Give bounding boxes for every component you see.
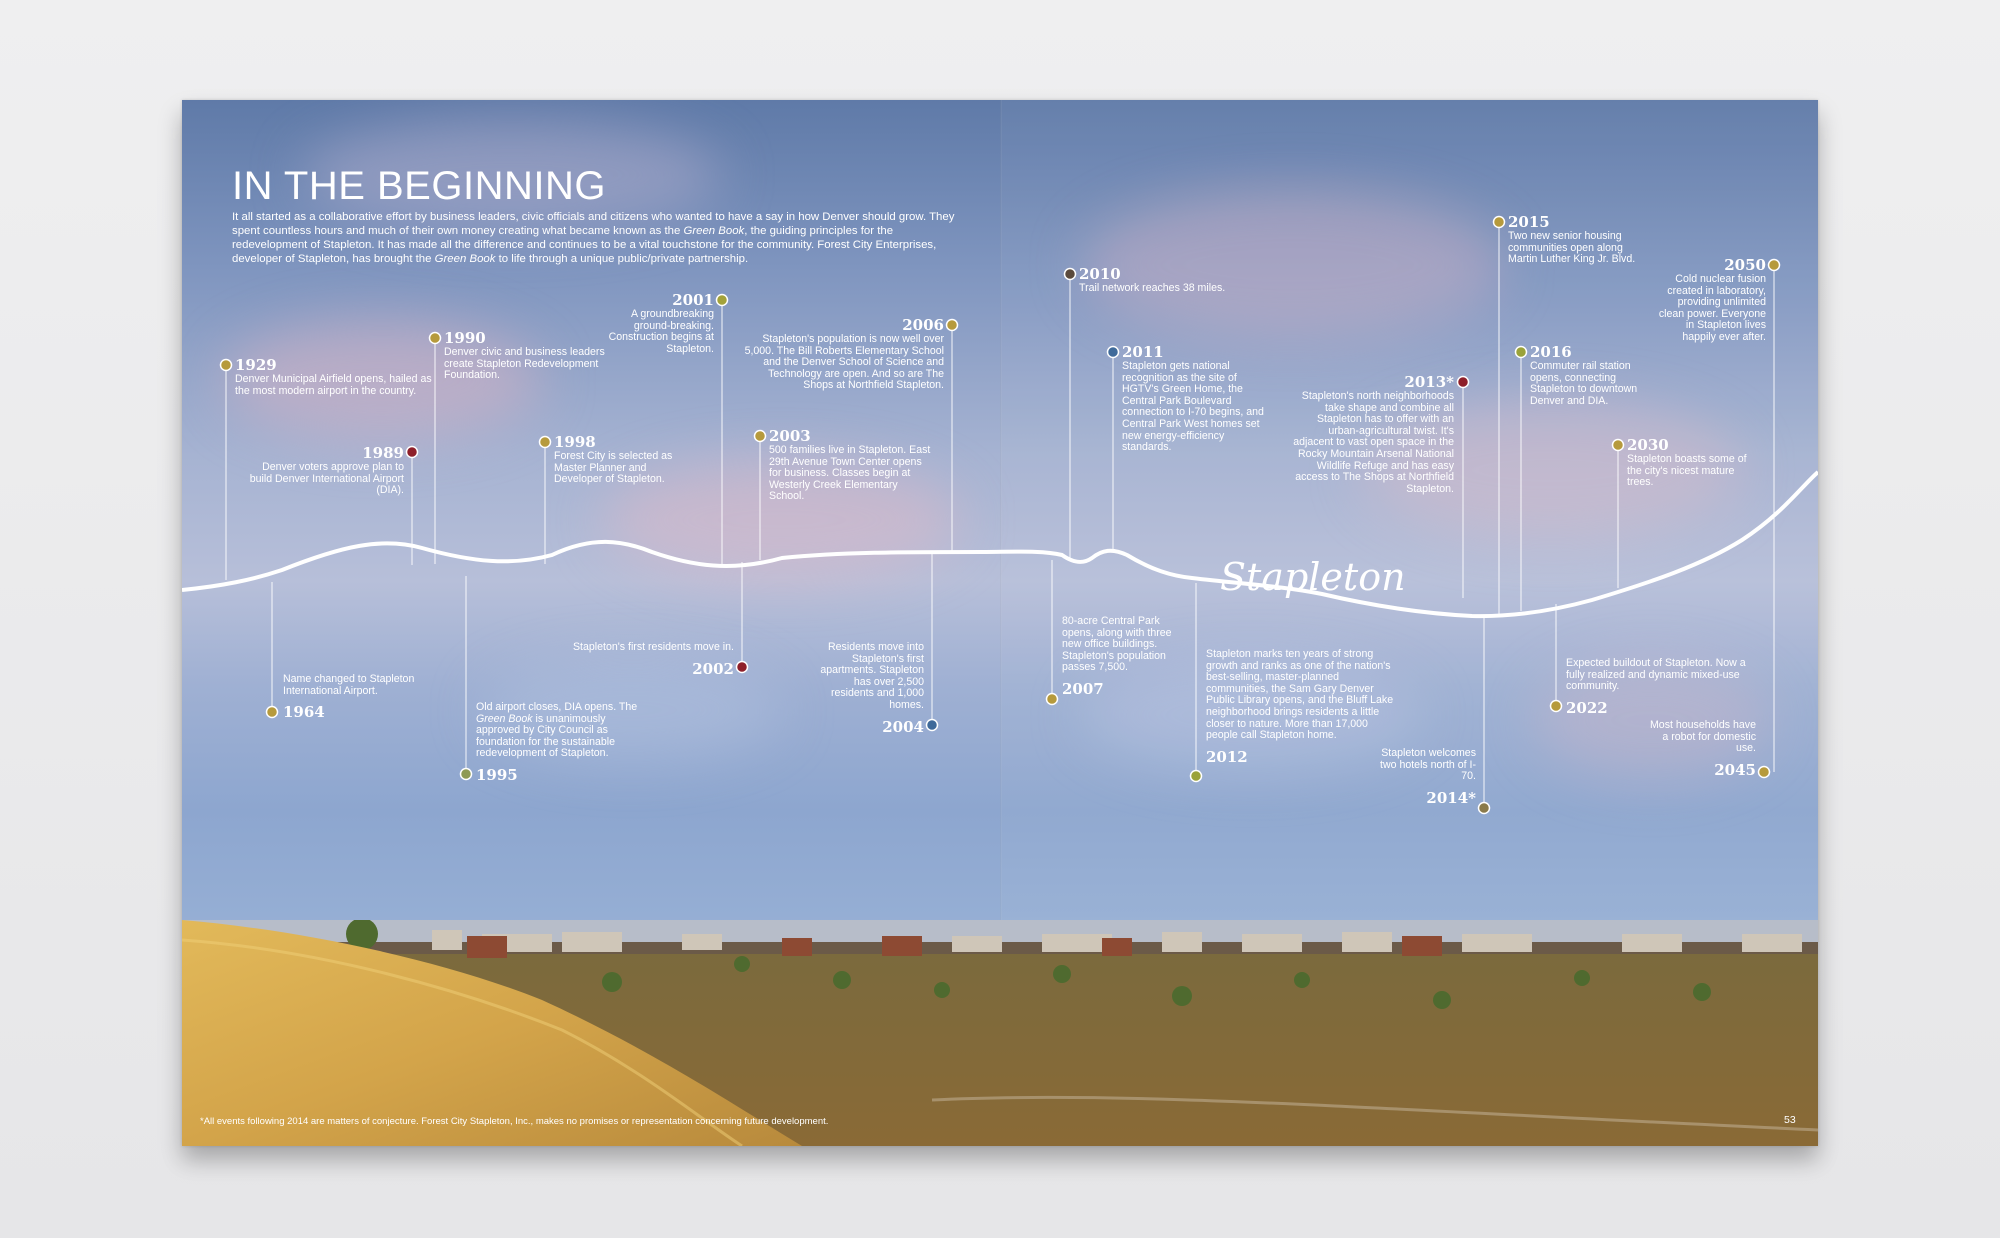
event-text: Stapleton gets national recognition as the site of HGTV's Green Home, the Central Park Boulevard connection to I-70 begins, and Central Park West homes set new energy-efficiency standards. xyxy=(1122,360,1264,454)
event-year: 2045 xyxy=(1714,760,1756,779)
event-text: Cold nuclear fusion created in laboratory, providing unlimited clean power. Everyone in Stapleton lives happily ever after. xyxy=(1658,273,1766,343)
event-year: 2002 xyxy=(692,659,734,678)
event-year: 1990 xyxy=(444,329,486,347)
event-2030 xyxy=(1627,436,1747,489)
event-1990 xyxy=(444,329,614,382)
event-text: Two new senior housing communities open along Martin Luther King Jr. Blvd. xyxy=(1508,230,1636,266)
event-1998 xyxy=(554,433,694,486)
event-2050 xyxy=(1650,256,1766,344)
event-year: 2022 xyxy=(1566,698,1608,717)
marker-2013 xyxy=(1458,377,1469,388)
event-text: Stapleton welcomes two hotels north of I-70. xyxy=(1380,747,1476,783)
event-2011 xyxy=(1122,343,1272,454)
event-text: Denver voters approve plan to build Denver International Airport (DIA). xyxy=(249,461,404,497)
event-1964 xyxy=(283,674,443,721)
event-text xyxy=(476,702,651,760)
footnote: *All events following 2014 are matters of conjecture. Forest City Stapleton, Inc., makes no promises or representation concerning future development. xyxy=(200,1116,829,1127)
event-year: 2006 xyxy=(902,316,944,334)
event-2045 xyxy=(1644,720,1756,779)
marker-1929 xyxy=(221,360,232,371)
event-1995 xyxy=(476,702,651,784)
event-year: 1929 xyxy=(235,356,277,374)
event-text-part: Old airport closes, DIA opens. The xyxy=(476,701,638,713)
event-2013 xyxy=(1286,373,1454,495)
event-2007 xyxy=(1062,616,1182,698)
event-text: 500 families live in Stapleton. East 29th Avenue Town Center opens for business. Classes begin at Westerly Creek Elementary School. xyxy=(769,444,931,503)
marker-2011 xyxy=(1108,347,1119,358)
event-2022 xyxy=(1566,658,1756,717)
marker-2030 xyxy=(1613,440,1624,451)
event-year: 1995 xyxy=(476,765,518,784)
marker-2002 xyxy=(737,662,748,673)
event-text: Most households have a robot for domestic use. xyxy=(1649,719,1756,755)
intro-text: , the guiding principles for the redevelopment of Stapleton. It has made all the difference and continues to be a vital touchstone for the community. Forest City Enterprises, developer of Stapleton, has brought the xyxy=(232,225,937,265)
event-text: 80-acre Central Park opens, along with three new office buildings. Stapleton's population passes 7,500. xyxy=(1062,615,1172,674)
event-text: Stapleton boasts some of the city's nicest mature trees. xyxy=(1627,453,1747,489)
event-year: 2014* xyxy=(1426,788,1476,807)
event-year: 1964 xyxy=(283,703,325,722)
event-2001 xyxy=(600,291,714,355)
intro-emphasis: Green Book xyxy=(683,225,745,237)
event-2004 xyxy=(812,642,924,736)
event-year: 2050 xyxy=(1724,256,1766,274)
event-year: 2016 xyxy=(1530,343,1572,361)
marker-2012 xyxy=(1191,771,1202,782)
marker-1995 xyxy=(461,769,472,780)
event-text: Forest City is selected as Master Planner and Developer of Stapleton. xyxy=(554,450,673,486)
marker-2004 xyxy=(927,720,938,731)
event-text: Stapleton's first residents move in. xyxy=(572,641,734,653)
event-1929 xyxy=(235,356,435,397)
event-text: Expected buildout of Stapleton. Now a fully realized and dynamic mixed-use community. xyxy=(1566,657,1746,693)
intro-text: It all started as a collaborative effort by business leaders, civic officials and citizens who wanted to have a say in how Denver should grow. They spent countless hours and much of their own money creating what became known as the xyxy=(232,211,955,237)
marker-2022 xyxy=(1551,701,1562,712)
marker-2045 xyxy=(1759,767,1770,778)
marker-2010 xyxy=(1065,269,1076,280)
event-2002 xyxy=(540,642,734,678)
marker-1989 xyxy=(407,447,418,458)
intro-paragraph xyxy=(232,210,962,266)
event-text: Denver Municipal Airfield opens, hailed as the most modern airport in the country. xyxy=(235,373,432,397)
event-year: 2013* xyxy=(1404,373,1454,391)
marker-1964 xyxy=(267,707,278,718)
event-text: Stapleton marks ten years of strong growth and ranks as one of the nation's best-selling, master-planned communities, the Sam Gary Denver Public Library opens, and the Bluff Lake neighborhood brings residents a little closer to nature. More than 17,000 people call Stapleton home. xyxy=(1206,648,1394,742)
event-year: 2003 xyxy=(769,427,811,445)
event-year: 2030 xyxy=(1627,436,1669,454)
event-year: 2012 xyxy=(1206,747,1248,766)
event-2014 xyxy=(1380,748,1476,807)
event-text: Residents move into Stapleton's first apartments. Stapleton has over 2,500 residents and 1,000 homes. xyxy=(820,641,924,711)
event-year: 2010 xyxy=(1079,265,1121,283)
event-text: Stapleton's north neighborhoods take shape and combine all Stapleton has to offer with an urban-agricultural twist. It's adjacent to vast open space in the Rocky Mountain Arsenal National Wildlife Refuge and has easy access to The Shops at Northfield Stapleton. xyxy=(1293,390,1454,495)
intro-emphasis: Green Book xyxy=(434,253,496,265)
stapleton-script: Stapleton xyxy=(1220,555,1406,599)
event-year: 1998 xyxy=(554,433,596,451)
page-title: IN THE BEGINNING xyxy=(232,164,606,208)
event-year: 2001 xyxy=(672,291,714,309)
marker-2014 xyxy=(1479,803,1490,814)
event-year: 2015 xyxy=(1508,213,1550,231)
event-2006 xyxy=(744,316,944,392)
event-text: A groundbreaking ground-breaking. Construction begins at Stapleton. xyxy=(608,308,714,355)
marker-1998 xyxy=(540,437,551,448)
event-2016 xyxy=(1530,343,1660,407)
event-text: Name changed to Stapleton International Airport. xyxy=(283,673,415,697)
marker-2016 xyxy=(1516,347,1527,358)
marker-1990 xyxy=(430,333,441,344)
timeline-markers xyxy=(221,217,1780,814)
marker-2003 xyxy=(755,431,766,442)
event-year: 2004 xyxy=(882,717,924,736)
event-year: 2011 xyxy=(1122,343,1164,361)
timeline-curve xyxy=(182,472,1818,616)
event-year: 2007 xyxy=(1062,679,1104,698)
marker-2007 xyxy=(1047,694,1058,705)
marker-2001 xyxy=(717,295,728,306)
event-text: Trail network reaches 38 miles. xyxy=(1079,282,1226,294)
event-2010 xyxy=(1079,265,1279,295)
page-number: 53 xyxy=(1784,1114,1796,1126)
event-2012 xyxy=(1206,649,1396,766)
event-year: 1989 xyxy=(362,444,404,462)
event-text-emphasis: Green Book xyxy=(476,712,533,725)
intro-text: to life through a unique public/private partnership. xyxy=(495,253,749,265)
marker-2006 xyxy=(947,320,958,331)
event-2015 xyxy=(1508,213,1638,266)
magazine-spread xyxy=(182,100,1818,1146)
marker-2050 xyxy=(1769,260,1780,271)
event-text: Denver civic and business leaders create Stapleton Redevelopment Foundation. xyxy=(444,346,605,382)
event-text: Commuter rail station opens, connecting Stapleton to downtown Denver and DIA. xyxy=(1530,360,1638,407)
event-text: Stapleton's population is now well over 5,000. The Bill Roberts Elementary School and the Denver School of Science and Technology are open. And so are The Shops at Northfield Stapleton. xyxy=(744,333,944,392)
event-1989 xyxy=(246,444,404,497)
event-2003 xyxy=(769,427,934,503)
marker-2015 xyxy=(1494,217,1505,228)
event-text-part: is unanimously approved by City Council as foundation for the sustainable redevelopment of Stapleton. xyxy=(476,712,615,760)
